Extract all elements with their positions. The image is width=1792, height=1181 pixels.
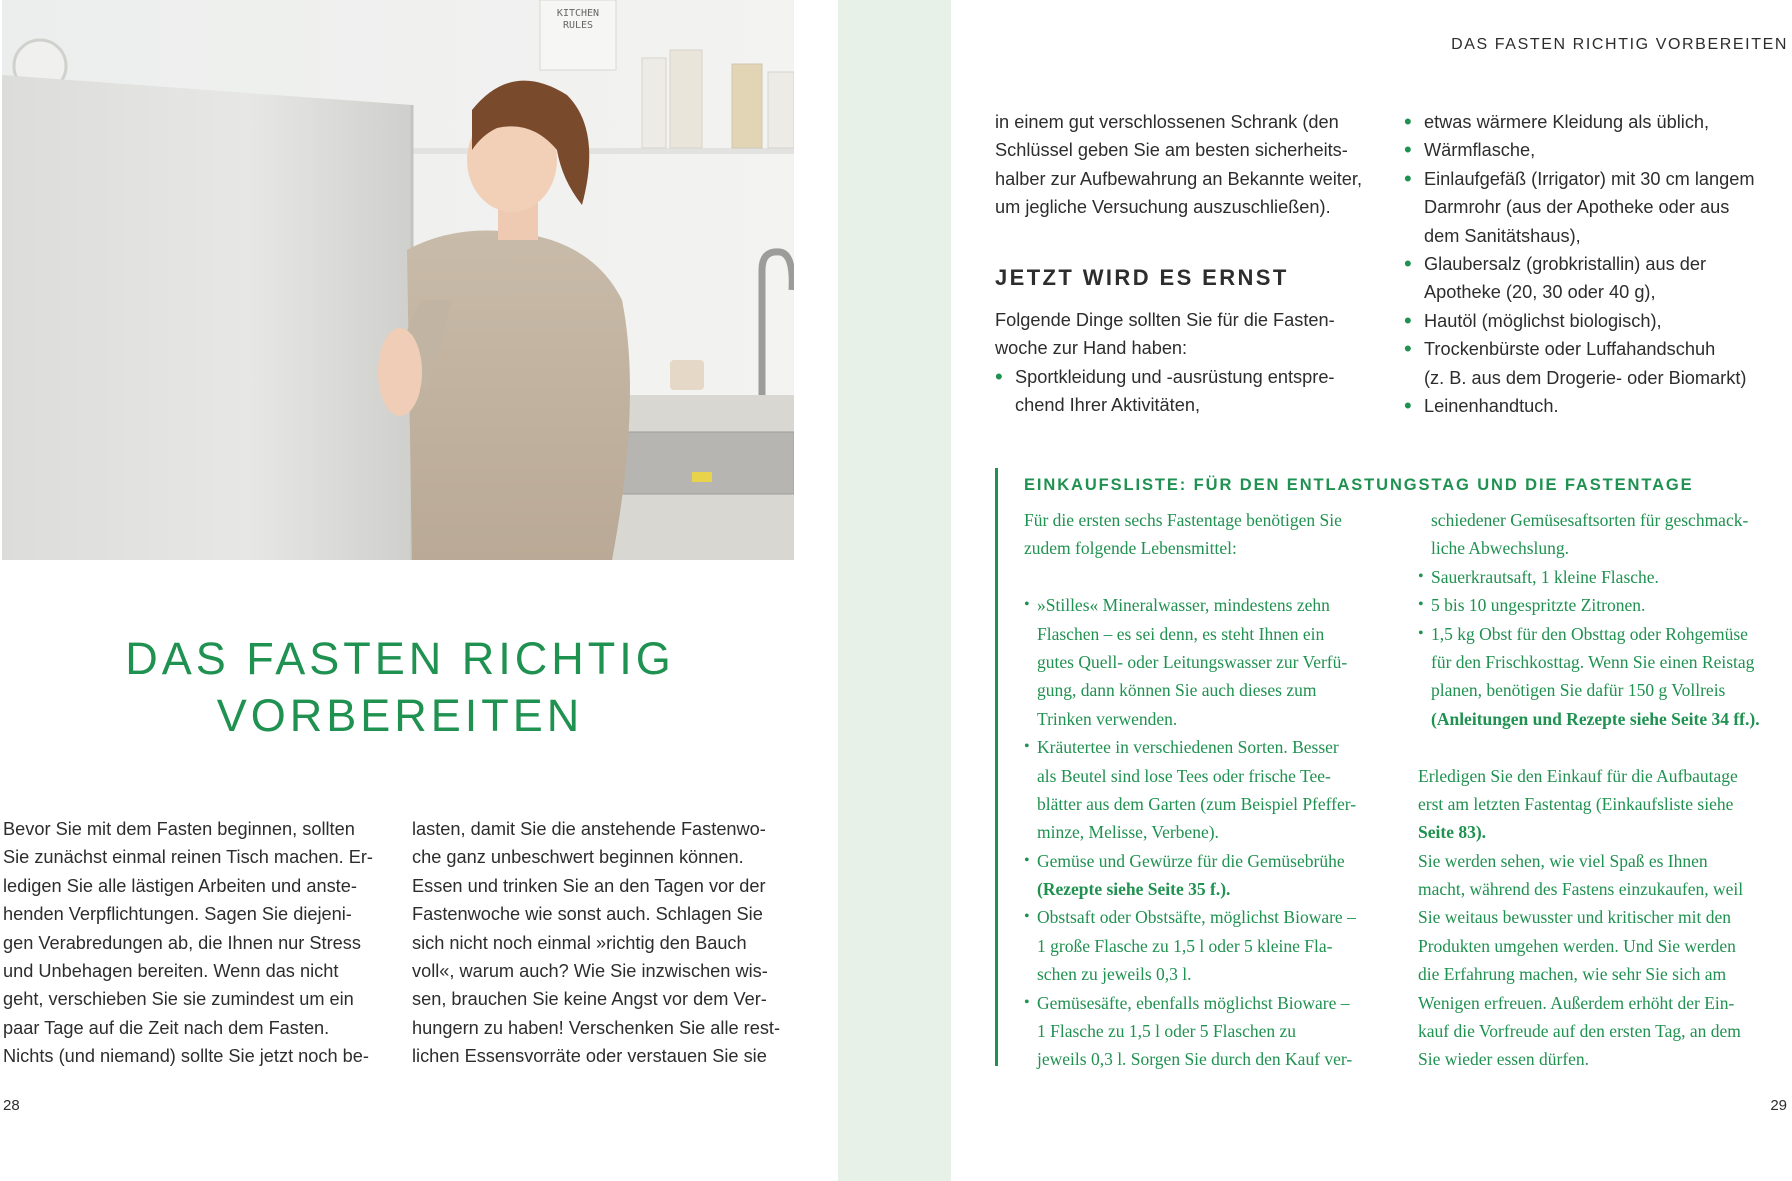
text-line: in einem gut verschlossenen Schrank (den <box>995 112 1339 132</box>
text-line: Essen und trinken Sie an den Tagen vor der <box>412 875 766 896</box>
text-line: die Erfahrung machen, wie sehr Sie sich am <box>1418 964 1727 985</box>
text-line: woche zur Hand haben: <box>995 338 1188 359</box>
text-line: • Kräutertee in verschiedenen Sorten. Besser <box>1037 737 1339 758</box>
chapter-heading <box>40 630 760 744</box>
text-line: 1 große Flasche zu 1,5 l oder 5 kleine Fla- <box>1037 935 1333 956</box>
text-line: henden Verpflichtungen. Sagen Sie diejeni- <box>3 904 352 925</box>
text-line: halber zur Aufbewahrung an Bekannte weiter, <box>995 168 1363 189</box>
text-line: kauf die Vorfreude auf den ersten Tag, an dem <box>1418 1021 1741 1042</box>
text-line: Flaschen – es sei denn, es steht Ihnen ein <box>1037 623 1325 644</box>
text-line: • Glaubersalz (grobkristallin) aus der <box>1424 253 1707 274</box>
text-line: macht, während des Fastens einzukaufen, weil <box>1418 879 1744 900</box>
shopping-list-title: EINKAUFSLISTE: FÜR DEN ENTLASTUNGSTAG UND DIE FASTENTAGE <box>1024 476 1694 494</box>
text-line: • etwas wärmere Kleidung als üblich, <box>1424 112 1710 132</box>
text-line: • Wärmflasche, <box>1424 140 1536 161</box>
text-line: • 1,5 kg Obst für den Obsttag oder Rohgemüse <box>1431 623 1748 644</box>
list-item <box>995 363 1335 420</box>
text-line: • »Stilles« Mineralwasser, mindestens zehn <box>1037 595 1330 616</box>
bold-reference: (Anleitungen und Rezepte siehe Seite 34 ff.). <box>1431 708 1760 729</box>
text-line: 1 Flasche zu 1,5 l oder 5 Flaschen zu <box>1037 1021 1297 1042</box>
text-line: Produkten umgehen werden. Und Sie werden <box>1418 935 1736 956</box>
text-line: Sie weitaus bewusster und kritischer mit den <box>1418 907 1731 928</box>
list-item <box>1404 335 1755 392</box>
text-line: • Hautöl (möglichst biologisch), <box>1424 310 1662 331</box>
text-line: • 5 bis 10 ungespritzte Zitronen. <box>1431 595 1646 616</box>
text-line: schen zu jeweils 0,3 l. <box>1037 964 1192 985</box>
text-line: jeweils 0,3 l. Sorgen Sie durch den Kauf ver- <box>1037 1049 1353 1070</box>
box-left-rule <box>995 468 998 1066</box>
text-line: Fastenwoche wie sonst auch. Schlagen Sie <box>412 904 763 925</box>
shopping-list-items <box>1024 591 1356 1074</box>
text-line: Apotheke (20, 30 oder 40 g), <box>1424 282 1656 303</box>
text-line: sen, brauchen Sie keine Angst vor dem Ver- <box>412 989 767 1010</box>
spacer <box>1024 563 1356 591</box>
list-item <box>1404 307 1755 335</box>
right-column-1-para <box>995 306 1335 420</box>
text-line: voll«, warum auch? Wie Sie inzwischen wis- <box>412 960 768 981</box>
text-line-bold <box>1037 875 1356 903</box>
list-item <box>1024 733 1356 847</box>
text-line: für den Frischkosttag. Wenn Sie einen Reistag <box>1431 651 1755 672</box>
text-line: • Gemüse und Gewürze für die Gemüsebrühe <box>1037 850 1345 871</box>
text-line: Schlüssel geben Sie am besten sicherheits- <box>995 140 1348 161</box>
chapter-heading-line-2: VORBEREITEN <box>216 690 584 741</box>
text-line: geht, verschieben Sie sie zumindest um ein <box>3 989 354 1010</box>
bold-reference: (Rezepte siehe Seite 35 f.). <box>1037 879 1231 900</box>
text-line: • Leinenhandtuch. <box>1424 395 1559 416</box>
text-line: lasten, damit Sie die anstehende Fastenwo- <box>412 819 766 839</box>
text-line: Sie zunächst einmal reinen Tisch machen. Er- <box>3 847 373 868</box>
running-head: DAS FASTEN RICHTIG VORBEREITEN <box>1451 36 1788 53</box>
text-line: sich nicht noch einmal »richtig den Bauch <box>412 932 747 953</box>
section-subheading: JETZT WIRD ES ERNST <box>995 265 1289 290</box>
text-line: lichen Essensvorräte oder verstauen Sie sie <box>412 1046 767 1067</box>
list-item <box>1418 591 1760 619</box>
text-line: planen, benötigen Sie dafür 150 g Vollreis <box>1431 680 1726 701</box>
left-column-2 <box>412 815 780 1071</box>
text-line: Darmrohr (aus der Apotheke oder aus <box>1424 197 1730 218</box>
spacer <box>1418 733 1760 761</box>
list-item <box>1024 591 1356 733</box>
text-line: und Unbehagen bereiten. Wenn das nicht <box>3 960 339 981</box>
chapter-heading-line-1: DAS FASTEN RICHTIG <box>125 633 675 684</box>
text-line: Sie werden sehen, wie viel Spaß es Ihnen <box>1418 850 1708 871</box>
text-line: zudem folgende Lebensmittel: <box>1024 538 1237 559</box>
text-line: • Trockenbürste oder Luffahandschuh <box>1424 339 1716 360</box>
text-line: Trinken verwenden. <box>1037 708 1178 729</box>
text-line: erst am letzten Fastentag (Einkaufsliste siehe <box>1418 793 1734 814</box>
text-line: gen Verabredungen ab, die Ihnen nur Stress <box>3 932 361 953</box>
text-line-bold <box>1431 705 1760 733</box>
text-line: gutes Quell- oder Leitungswasser zur Verfü- <box>1037 651 1348 672</box>
text-line: Nichts (und niemand) sollte Sie jetzt noch be- <box>3 1046 369 1067</box>
list-item <box>1024 847 1356 904</box>
text-line: minze, Melisse, Verbene). <box>1037 822 1219 843</box>
text-line: paar Tage auf die Zeit nach dem Fasten. <box>3 1017 330 1038</box>
text-line: Bevor Sie mit dem Fasten beginnen, sollten <box>3 819 355 839</box>
left-column-1 <box>3 815 373 1071</box>
text-line: Wenigen erfreuen. Außerdem erhöht der Ein- <box>1418 992 1735 1013</box>
text-line: • Einlaufgefäß (Irrigator) mit 30 cm langem <box>1424 168 1755 189</box>
list-item <box>1024 903 1356 988</box>
text-line: gung, dann können Sie auch dieses zum <box>1037 680 1317 701</box>
list-item <box>1404 108 1755 136</box>
text-line: che ganz unbeschwert beginnen können. <box>412 847 744 868</box>
text-line: dem Sanitätshaus), <box>1424 225 1581 246</box>
shopping-list-right-column <box>1418 506 1760 1074</box>
text-line: als Beutel sind lose Tees oder frische Tee- <box>1037 765 1331 786</box>
text-line: hungern zu haben! Verschenken Sie alle rest- <box>412 1017 781 1038</box>
text-line-bold <box>1418 818 1760 846</box>
list-item <box>1404 165 1755 250</box>
text-line: Sie wieder essen dürfen. <box>1418 1049 1590 1070</box>
list-item <box>1024 989 1356 1074</box>
text-line: • Gemüsesäfte, ebenfalls möglichst Bioware – <box>1037 992 1350 1013</box>
text-line: um jegliche Versuchung auszuschließen). <box>995 197 1331 218</box>
shopping-list-left-column <box>1024 506 1356 1074</box>
text-line: • Sauerkrautsaft, 1 kleine Flasche. <box>1431 566 1659 587</box>
text-line: Erledigen Sie den Einkauf für die Aufbautage <box>1418 765 1738 786</box>
text-line: Für die ersten sechs Fastentage benötigen Sie <box>1024 510 1342 530</box>
shopping-list-items-2 <box>1418 563 1760 733</box>
equipment-list-1 <box>995 363 1335 420</box>
list-item <box>1404 250 1755 307</box>
kitchen-photo <box>2 0 794 560</box>
right-column-1-intro <box>995 108 1362 222</box>
kitchen-photo-illustration <box>2 0 794 560</box>
sign-text-1: KITCHEN <box>556 8 600 19</box>
text-line: schiedener Gemüsesaftsorten für geschmack- <box>1431 510 1749 530</box>
equipment-list-2 <box>1404 108 1755 420</box>
text-line: • Sportkleidung und -ausrüstung entspre- <box>1015 366 1335 387</box>
page-number-right: 29 <box>1770 1097 1787 1114</box>
text-line: (z. B. aus dem Drogerie- oder Biomarkt) <box>1424 367 1747 388</box>
text-line: Folgende Dinge sollten Sie für die Fasten- <box>995 310 1335 330</box>
text-line: blätter aus dem Garten (zum Beispiel Pfeffer- <box>1037 793 1357 814</box>
list-item <box>1418 563 1760 591</box>
text-line: • Obstsaft oder Obstsäfte, möglichst Bioware – <box>1037 907 1356 928</box>
text-line: chend Ihrer Aktivitäten, <box>1015 395 1201 416</box>
list-item <box>1404 392 1755 420</box>
right-column-2 <box>1404 108 1755 420</box>
sign-text-2: RULES <box>562 20 594 31</box>
page-number-left: 28 <box>3 1097 20 1114</box>
text-line: liche Abwechslung. <box>1431 538 1570 559</box>
bold-reference: Seite 83). <box>1418 822 1487 843</box>
list-item <box>1404 136 1755 164</box>
list-item <box>1418 620 1760 734</box>
gutter-strip <box>838 0 951 1181</box>
text-line: ledigen Sie alle lästigen Arbeiten und anste- <box>3 875 357 896</box>
